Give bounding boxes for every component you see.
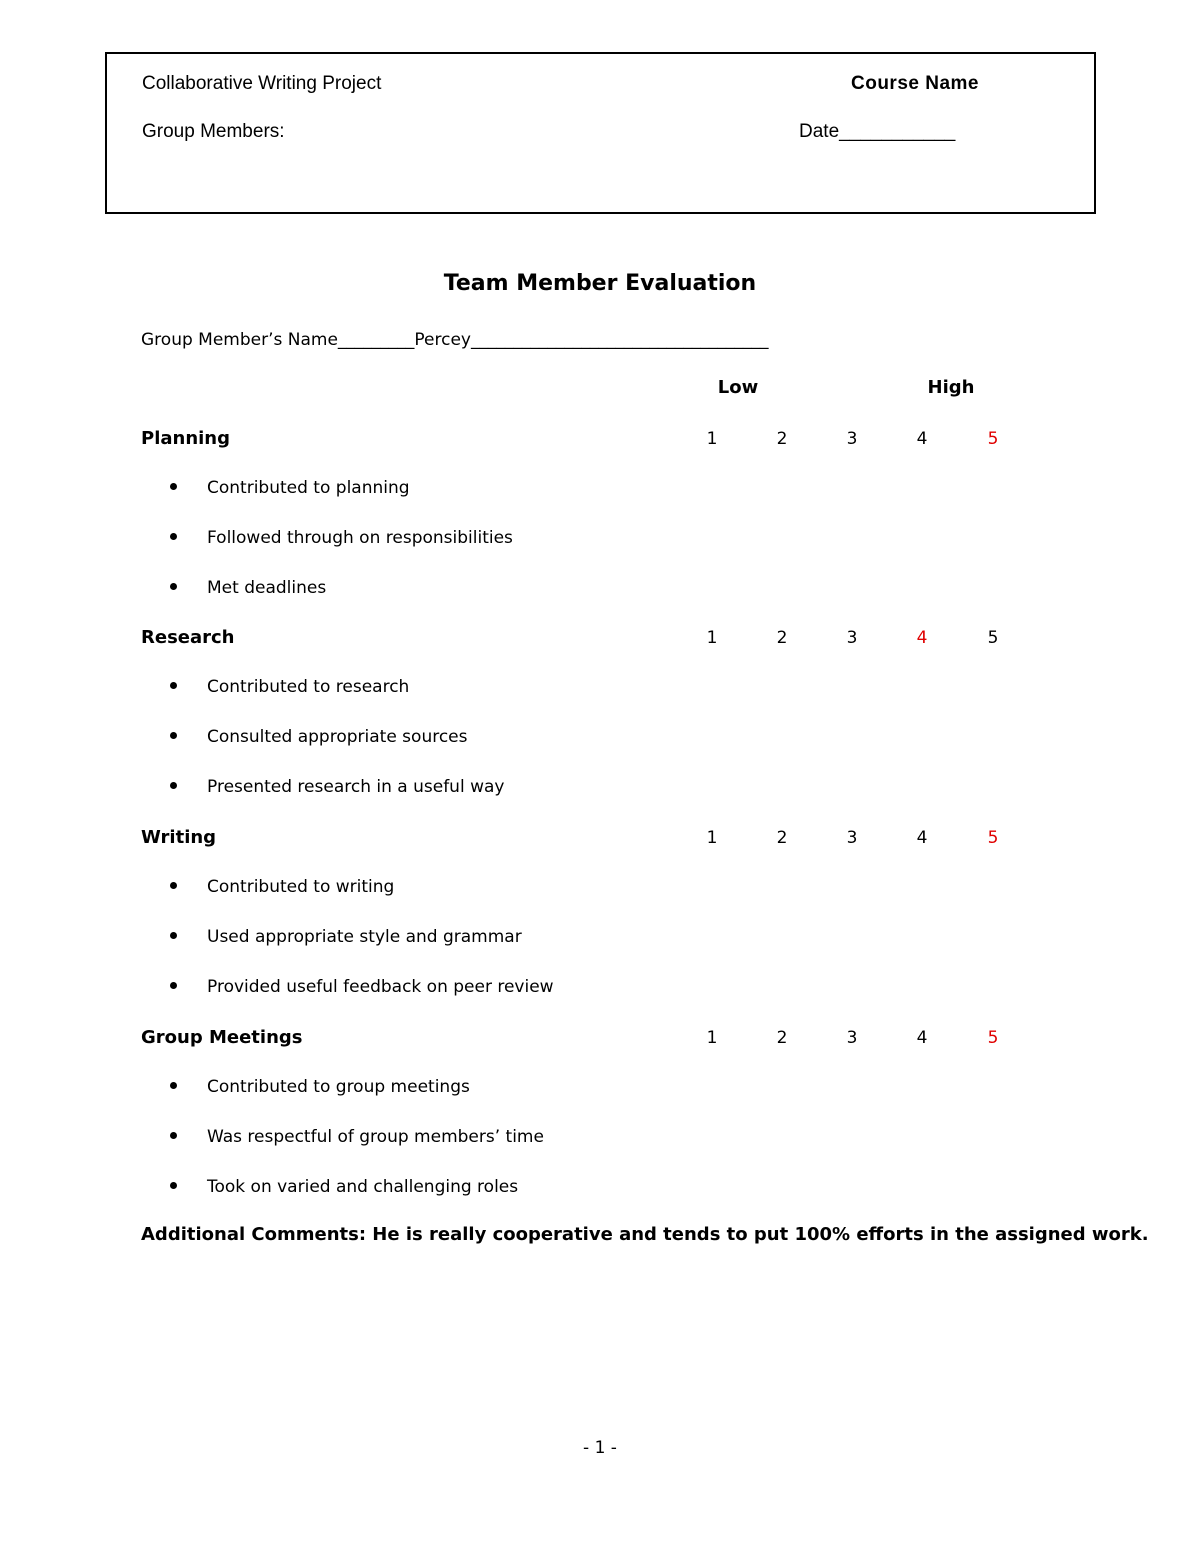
list-item	[170, 727, 468, 747]
bullet-icon	[170, 882, 177, 889]
rating-research-2[interactable]: 2	[776, 628, 788, 648]
bullet-icon	[170, 1082, 177, 1089]
list-item-label: Contributed to writing	[207, 877, 395, 897]
rating-research-5[interactable]: 5	[987, 628, 999, 648]
list-item-label: Consulted appropriate sources	[207, 727, 468, 747]
header-box	[105, 52, 1096, 214]
list-item-label: Presented research in a useful way	[207, 777, 505, 797]
list-item	[170, 478, 410, 498]
rating-research-1[interactable]: 1	[706, 628, 718, 648]
rating-group-meetings-1[interactable]: 1	[706, 1028, 718, 1048]
list-item-label: Used appropriate style and grammar	[207, 927, 522, 947]
list-item	[170, 578, 326, 598]
project-title: Collaborative Writing Project	[142, 73, 382, 94]
list-item	[170, 1077, 470, 1097]
rating-planning-2[interactable]: 2	[776, 429, 788, 449]
page-title: Team Member Evaluation	[443, 271, 757, 296]
member-name-line: Group Member’s Name_________Percey___________________________________	[141, 330, 769, 350]
bullet-icon	[170, 533, 177, 540]
list-item	[170, 528, 513, 548]
list-item	[170, 977, 554, 997]
date-label: Date___________	[799, 121, 956, 142]
list-item	[170, 877, 394, 897]
section-title-planning: Planning	[141, 428, 231, 449]
bullet-icon	[170, 1182, 177, 1189]
rating-writing-1[interactable]: 1	[706, 828, 718, 848]
list-item-label: Met deadlines	[207, 578, 327, 598]
list-item-label: Took on varied and challenging roles	[207, 1177, 519, 1197]
rating-planning-5[interactable]: 5	[987, 429, 999, 449]
rating-planning-4[interactable]: 4	[916, 429, 928, 449]
bullet-icon	[170, 1132, 177, 1139]
course-name: Course Name	[851, 73, 979, 94]
scale-high-label: High	[927, 377, 975, 398]
rating-group-meetings-4[interactable]: 4	[916, 1028, 928, 1048]
bullet-icon	[170, 583, 177, 590]
list-item-label: Followed through on responsibilities	[207, 528, 513, 548]
list-item-label: Contributed to research	[207, 677, 410, 697]
list-item-label: Provided useful feedback on peer review	[207, 977, 554, 997]
rating-writing-2[interactable]: 2	[776, 828, 788, 848]
rating-research-4[interactable]: 4	[916, 628, 928, 648]
section-title-research: Research	[141, 627, 235, 648]
rating-group-meetings-3[interactable]: 3	[846, 1028, 858, 1048]
list-item	[170, 927, 522, 947]
list-item-label: Contributed to group meetings	[207, 1077, 470, 1097]
list-item	[170, 677, 409, 697]
rating-group-meetings-2[interactable]: 2	[776, 1028, 788, 1048]
bullet-icon	[170, 483, 177, 490]
rating-planning-1[interactable]: 1	[706, 429, 718, 449]
list-item-label: Contributed to planning	[207, 478, 410, 498]
bullet-icon	[170, 682, 177, 689]
group-members-label: Group Members:	[142, 121, 285, 142]
list-item-label: Was respectful of group members’ time	[207, 1127, 544, 1147]
additional-comments: Additional Comments: He is really cooperative and tends to put 100% efforts in the assigned work.	[141, 1224, 1149, 1245]
list-item	[170, 1127, 544, 1147]
rating-planning-3[interactable]: 3	[846, 429, 858, 449]
rating-writing-3[interactable]: 3	[846, 828, 858, 848]
bullet-icon	[170, 782, 177, 789]
rating-group-meetings-5[interactable]: 5	[987, 1028, 999, 1048]
list-item	[170, 777, 504, 797]
scale-low-label: Low	[717, 377, 759, 398]
list-item	[170, 1177, 518, 1197]
bullet-icon	[170, 732, 177, 739]
page-number: - 1 -	[583, 1438, 617, 1458]
bullet-icon	[170, 932, 177, 939]
section-title-group-meetings: Group Meetings	[141, 1027, 303, 1048]
rating-research-3[interactable]: 3	[846, 628, 858, 648]
rating-writing-4[interactable]: 4	[916, 828, 928, 848]
rating-writing-5[interactable]: 5	[987, 828, 999, 848]
bullet-icon	[170, 982, 177, 989]
section-title-writing: Writing	[141, 827, 217, 848]
